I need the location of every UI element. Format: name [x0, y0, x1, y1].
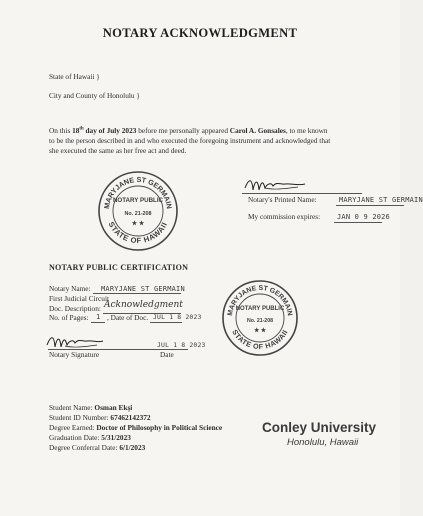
cert-date-line — [150, 322, 182, 323]
certification-heading: NOTARY PUBLIC CERTIFICATION — [49, 263, 189, 272]
ack-line-1 — [49, 126, 328, 135]
commission-expires-line — [334, 222, 382, 223]
notary-seal-lower — [221, 279, 299, 357]
seal-upper-bottom-text: STATE OF HAWAII — [106, 220, 170, 246]
printed-name-value: MARYJANE ST GERMAIN — [339, 196, 423, 204]
ack-mid: before me personally appeared — [136, 126, 230, 135]
ack-line-2: to be the person described in and who executed the foregoing instrument and acknowledged that — [49, 136, 331, 145]
student-name-label: Student Name: — [49, 403, 93, 412]
seal-upper-top-text: MARYJANE ST GERMAIN — [101, 174, 174, 210]
degree-label: Degree Earned: — [49, 423, 95, 432]
notary-seal-upper — [97, 170, 179, 252]
cert-circuit: First Judicial Circuit — [49, 294, 109, 303]
university-location: Honolulu, Hawaii — [287, 437, 359, 448]
signature-date-caption: Date — [160, 350, 174, 359]
ack-line-3: she executed the same as her free act and deed. — [49, 146, 187, 155]
seal-upper-stars: ★ ★ — [131, 221, 145, 227]
graduation-value: 5/31/2023 — [101, 433, 131, 442]
ack-day: 18 — [72, 126, 80, 135]
seal-lower-top-text: MARYJANE ST GERMAIN — [227, 284, 293, 317]
cert-date-value: JUL 1 8 2023 — [153, 313, 202, 321]
degree-value: Doctor of Philosophy in Political Science — [96, 423, 223, 432]
cert-pages-value: 1 — [96, 313, 101, 321]
student-id-label: Student ID Number: — [49, 413, 109, 422]
document-title: NOTARY ACKNOWLEDGMENT — [102, 26, 298, 40]
graduation-label: Graduation Date: — [49, 433, 100, 442]
cert-pages-label: No. of Pages: — [49, 313, 89, 322]
signature-line-upper — [242, 193, 362, 194]
student-id-row — [49, 413, 151, 422]
ack-pre: On this — [49, 126, 73, 135]
cert-date-label: , Date of Doc. — [107, 313, 149, 322]
seal-lower-bottom-text: STATE OF HAWAII — [230, 327, 290, 352]
printed-name-line — [336, 205, 404, 206]
seal-upper-number: No. 21-208 — [124, 211, 152, 217]
seal-lower-number: No. 21-208 — [247, 318, 273, 324]
seal-lower-stars: ★ ★ — [253, 328, 267, 334]
degree-row — [49, 423, 222, 432]
svg-text:MARYJANE ST GERMAIN — [102, 175, 174, 210]
commission-expires-label: My commission expires: — [248, 212, 321, 221]
venue-county: City and County of Honolulu } — [49, 91, 140, 100]
ack-post: , to me known — [285, 126, 328, 135]
cert-desc-value: Acknowledgment — [104, 300, 183, 310]
ack-day-suffix: th — [79, 126, 84, 132]
seal-lower-middle-text: NOTARY PUBLIC — [235, 306, 285, 312]
ack-date: day of July 2023 — [83, 126, 137, 135]
conferral-value: 6/1/2023 — [119, 443, 146, 452]
cert-desc-label: Doc. Description: — [49, 304, 101, 313]
seal-upper-middle-text: NOTARY PUBLIC — [112, 197, 164, 204]
cert-name-label: Notary Name: — [49, 284, 91, 293]
signature-date-value: JUL 1 8 2023 — [157, 341, 206, 349]
commission-expires-value: JAN 0 9 2026 — [337, 213, 390, 221]
student-name-value: Osman Ekşi — [94, 403, 133, 412]
student-name-row — [49, 403, 132, 412]
printed-name-label: Notary's Printed Name: — [248, 195, 317, 204]
cert-pages-line — [91, 322, 105, 323]
venue-state: State of Hawaii } — [49, 72, 100, 81]
student-id-value: 67462142372 — [110, 413, 151, 422]
ack-person-name: Carol A. Gonsales — [229, 126, 286, 135]
notary-signature-label: Notary Signature — [49, 350, 100, 359]
conferral-row — [49, 443, 145, 452]
university-name: Conley University — [262, 420, 377, 435]
cert-name-value: MARYJANE ST GERMAIN — [101, 285, 185, 293]
conferral-label: Degree Conferral Date: — [49, 443, 118, 452]
graduation-row — [49, 433, 131, 442]
